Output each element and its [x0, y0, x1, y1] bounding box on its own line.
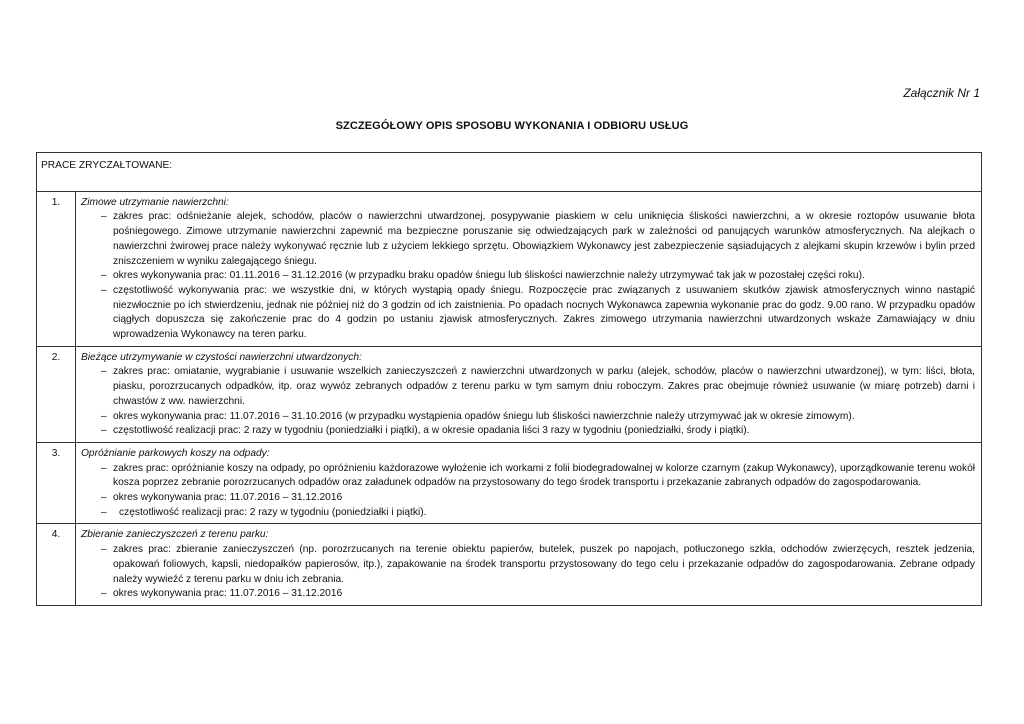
- item-content: [76, 346, 982, 442]
- item-title: Opróżnianie parkowych koszy na odpady:: [81, 447, 270, 459]
- dash-bullet: –: [101, 410, 107, 422]
- bullet-text: zakres prac: zbieranie zanieczyszczeń (np. porozrzucanych na terenie obiektu papierów, butelek, puszek po napojach, potłuczonego szkła, odchodów zwierzęcych, resztek jedzenia, opakowań foliowych, kapsli, niedopałków papierosów, itp.), zapakowanie na środek transportu przystosowany do tego celu i przekazanie odpadów do zagospodarowania. Zebrane odpady należy wywieźć z terenu parku w dniu ich zebrania.: [113, 544, 975, 585]
- list-item: [81, 410, 975, 425]
- bullet-text: okres wykonywania prac: 11.07.2016 – 31.12.2016: [113, 492, 343, 504]
- specification-table: [36, 152, 982, 606]
- dash-bullet: –: [101, 270, 107, 282]
- bullet-text: częstotliwość realizacji prac: 2 razy w tygodniu (poniedziałki i piątki), a w okresie opadania liści 3 razy w tygodniu (poniedziałki, środy i piątki).: [113, 425, 750, 437]
- list-item: [81, 543, 975, 587]
- list-item: [81, 506, 975, 521]
- item-title: Zimowe utrzymanie nawierzchni:: [81, 196, 229, 208]
- dash-bullet: –: [101, 544, 107, 556]
- table-row: [37, 346, 982, 442]
- dash-bullet: –: [101, 462, 107, 474]
- table-row: [37, 191, 982, 346]
- item-number: 2.: [37, 346, 76, 442]
- table-row: [37, 524, 982, 606]
- item-content: [76, 442, 982, 524]
- dash-bullet: –: [101, 492, 107, 504]
- annex-label: Załącznik Nr 1: [903, 86, 980, 100]
- list-item: [81, 365, 975, 409]
- bullet-text: zakres prac: opróżnianie koszy na odpady, po opróżnieniu każdorazowe wyłożenie ich workami z folii biodegradowalnej w kolorze czarnym (zakup Wykonawcy), uporządkowanie terenu wokół kosza poprzez zebranie porozrzucanych odpadów oraz załadunek odpadów na przystosowany do tego środek transportu i przekazanie zabranych odpadów do zagospodarowania.: [113, 462, 975, 489]
- bullet-text: okres wykonywania prac: 01.11.2016 – 31.12.2016 (w przypadku braku opadów śniegu lub śliskości nawierzchnie należy utrzymywać tak jak w pozostałej części roku).: [113, 270, 865, 282]
- section-header: PRACE ZRYCZAŁTOWANE:: [37, 153, 982, 192]
- dash-bullet: –: [101, 211, 107, 223]
- dash-bullet: –: [101, 588, 107, 600]
- dash-bullet: –: [101, 506, 107, 518]
- list-item: [81, 269, 975, 284]
- bullet-text: zakres prac: omiatanie, wygrabianie i usuwanie wszelkich zanieczyszczeń z nawierzchni utwardzonych w parku (alejek, schodów, placów o nawierzchni utwardzonej), w tym: liści, błota, piasku, porozrzucanych odpadków, itp. oraz wywóz zebranych odpadów z terenu parku w tym samym dniu roboczym. Zakres prac obejmuje również usuwanie (w miarę potrzeb) darni i chwastów z ww. nawierzchni.: [113, 366, 975, 407]
- list-item: [81, 284, 975, 343]
- item-title: Zbieranie zanieczyszczeń z terenu parku:: [81, 529, 269, 541]
- list-item: [81, 424, 975, 439]
- dash-bullet: –: [101, 425, 107, 437]
- bullet-list: [81, 462, 975, 521]
- bullet-text: okres wykonywania prac: 11.07.2016 – 31.10.2016 (w przypadku wystąpienia opadów śniegu lub śliskości nawierzchnie należy utrzymywać jak w okresie zimowym).: [113, 410, 855, 422]
- item-title: Bieżące utrzymywanie w czystości nawierzchni utwardzonych:: [81, 351, 362, 363]
- bullet-text: okres wykonywania prac: 11.07.2016 – 31.12.2016: [113, 588, 343, 600]
- item-content: [76, 524, 982, 606]
- table-row: [37, 442, 982, 524]
- list-item: [81, 462, 975, 491]
- list-item: [81, 587, 975, 602]
- bullet-text: częstotliwość wykonywania prac: we wszystkie dni, w których wystąpią opady śniegu. Rozpoczęcie prac związanych z usuwaniem skutków zjawisk atmosferycznych winno nastąpić niezwłocznie po ich stwierdzeniu, jednak nie później niż do 3 godzin od ich zaistnienia. Po opadach nocnych Wykonawca zapewnia wykonanie prac do godz. 9.00 rano. W przypadku opadów ciągłych dopuszcza się zakończenie prac do 4 godzin po ustaniu zjawisk atmosferycznych. Zakres zimowego utrzymania nawierzchni utwardzonych wskaże Zamawiający w dniu wprowadzenia Wykonawcy na teren parku.: [113, 284, 975, 341]
- document-title: SZCZEGÓŁOWY OPIS SPOSOBU WYKONANIA I ODBIORU USŁUG: [335, 120, 689, 132]
- bullet-list: [81, 543, 975, 602]
- item-number: 4.: [37, 524, 76, 606]
- bullet-text: częstotliwość realizacji prac: 2 razy w tygodniu (poniedziałki i piątki).: [119, 506, 427, 518]
- list-item: [81, 210, 975, 269]
- table-header-row: [37, 153, 982, 192]
- list-item: [81, 491, 975, 506]
- bullet-list: [81, 365, 975, 439]
- item-number: 1.: [37, 191, 76, 346]
- dash-bullet: –: [101, 284, 107, 296]
- item-number: 3.: [37, 442, 76, 524]
- bullet-text: zakres prac: odśnieżanie alejek, schodów, placów o nawierzchni utwardzonej, posypywanie piaskiem w celu uniknięcia śliskości nawierzchni, a w okresie roztopów usuwanie błota pośniegowego. Zimowe utrzymanie nawierzchni zapewnić ma bezpieczne poruszanie się odwiedzających park w zależności od panujących warunków atmosferycznych. Na alejkach o nawierzchni żwirowej prace należy wykonywać ręcznie lub z użyciem lekkiego sprzętu. Obowiązkiem Wykonawcy jest zabezpieczenie sąsiadujących z alejkami skupin krzewów i bylin przed zniszczeniem w wyniku zalegającego śniegu.: [113, 211, 975, 267]
- item-content: [76, 191, 982, 346]
- bullet-list: [81, 210, 975, 342]
- dash-bullet: –: [101, 366, 107, 378]
